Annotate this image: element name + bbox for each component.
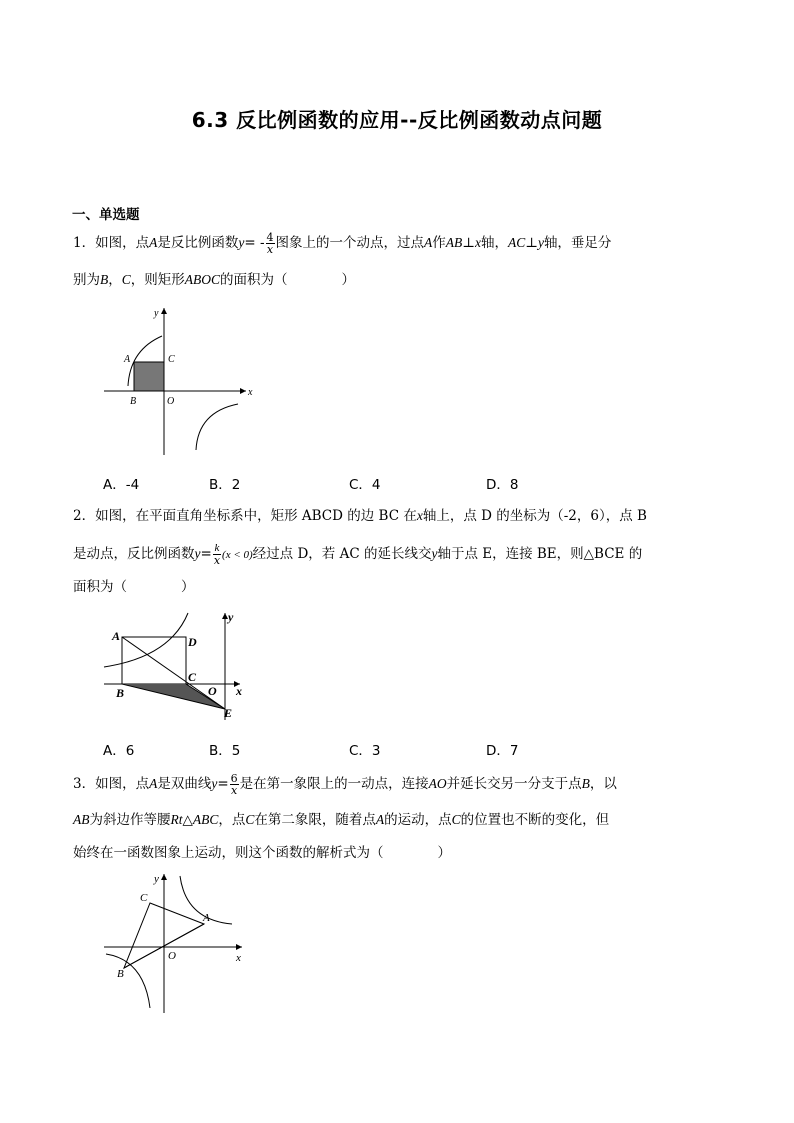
q3-fig-label-b: B	[117, 968, 124, 980]
q2-line-3	[73, 577, 195, 597]
q3-line-3	[73, 843, 451, 863]
q2-option-c[interactable]: C．3	[349, 743, 381, 759]
q1-fraction	[266, 232, 275, 255]
q1-line-1	[73, 232, 611, 255]
q1-option-d[interactable]: D．8	[486, 477, 519, 493]
q1-var: AB	[445, 235, 463, 250]
q1-fig-label-c: C	[168, 354, 175, 365]
section-heading: 一、单选题	[72, 207, 140, 223]
q2-eq: =	[200, 546, 212, 562]
q2-fig-label-y: y	[228, 610, 234, 624]
q3-var: Rt	[170, 812, 183, 827]
q1-text: 是反比例函数	[157, 235, 239, 251]
q1-text: 1．如图，点	[73, 235, 150, 251]
q2-option-b[interactable]: B．5	[209, 743, 241, 759]
q1-frac-num: 4	[266, 231, 274, 244]
q3-frac-num: 6	[230, 772, 238, 785]
q1-text: ，则矩形	[130, 272, 185, 288]
q1-fig-label-x: x	[248, 387, 253, 398]
q1-text: 的面积为（	[220, 272, 288, 288]
q3-text: 的运动，点	[384, 812, 452, 828]
q3-fraction	[230, 773, 239, 796]
q1-var: x	[474, 235, 481, 250]
q3-fig-label-y: y	[154, 873, 159, 885]
q2-fig-label-a: A	[112, 629, 121, 643]
q3-text: 是双曲线	[157, 776, 212, 792]
q2-fig-label-e: E	[224, 706, 233, 720]
q2-condition: (x < 0)	[222, 549, 253, 561]
q2-text: 轴于点 E，连接 BE，则△BCE 的	[437, 546, 643, 562]
q3-text: 在第二象限，随着点	[254, 812, 376, 828]
q1-text: 轴，	[480, 235, 508, 251]
q3-var: C	[451, 812, 461, 827]
q1-figure	[100, 300, 260, 460]
q3-var: A	[375, 812, 385, 827]
q2-frac-num: k	[214, 542, 220, 554]
q1-fig-label-o: O	[167, 396, 175, 407]
q1-text: ）	[341, 272, 356, 288]
q1-text: 图象上的一个动点，过点	[275, 235, 425, 251]
q2-text: 面积为（	[73, 579, 127, 595]
q3-var: AO	[428, 776, 447, 791]
q1-var: ABOC	[184, 272, 221, 287]
q1-fig-label-b: B	[130, 396, 137, 407]
q1-var: A	[424, 235, 433, 250]
q1-option-c[interactable]: C．4	[349, 477, 381, 493]
q3-fig-label-c: C	[140, 892, 148, 904]
q1-var: y	[238, 235, 245, 250]
q1-var: B	[100, 272, 109, 287]
q1-option-a[interactable]: A．-4	[103, 477, 140, 493]
q2-figure	[100, 605, 260, 725]
q2-fig-label-d: D	[188, 635, 197, 649]
q3-text: 的位置也不断的变化，但	[460, 812, 610, 828]
q2-line-1	[73, 506, 647, 526]
q3-text: 并延长交另一分支于点	[446, 776, 582, 792]
q2-fig-label-c: C	[188, 670, 197, 684]
q2-fig-label-x: x	[236, 684, 242, 698]
q3-var: A	[149, 776, 158, 791]
q1-eq: = -	[244, 235, 265, 251]
q3-text: ，以	[589, 776, 617, 792]
q3-fig-label-a: A	[203, 912, 210, 924]
q1-text: 轴，垂足分	[543, 235, 612, 251]
q2-text: 是动点，反比例函数	[73, 546, 195, 562]
q3-text: 为斜边作等腰	[89, 812, 171, 828]
q1-frac-den: x	[266, 243, 274, 256]
q3-text: △	[182, 812, 193, 828]
q2-fraction	[213, 543, 221, 566]
q1-fig-label-y: y	[154, 308, 159, 319]
q1-text: ⊥	[525, 235, 538, 251]
q3-line-1	[73, 773, 617, 796]
q2-option-a[interactable]: A．6	[103, 743, 135, 759]
q3-text: 始终在一函数图象上运动，则这个函数的解析式为（	[73, 845, 384, 861]
q3-text: 3．如图，点	[73, 776, 150, 792]
q3-line-2	[73, 810, 609, 830]
q3-fig-label-x: x	[236, 952, 241, 964]
q1-var: y	[537, 235, 544, 250]
q1-text: ，	[108, 272, 122, 288]
q3-text: 是在第一象限上的一动点，连接	[239, 776, 429, 792]
q3-figure	[100, 868, 260, 1018]
q2-var: y	[431, 546, 438, 561]
q3-var: B	[581, 776, 590, 791]
q2-text: 经过点 D，若 AC 的延长线交	[252, 546, 432, 562]
page-title: 6.3 反比例函数的应用--反比例函数动点问题	[191, 108, 603, 132]
q3-eq: =	[217, 776, 229, 792]
q3-var: C	[245, 812, 255, 827]
q1-line-2	[73, 270, 355, 290]
q3-fig-label-o: O	[168, 950, 176, 962]
q3-text: ）	[437, 845, 451, 861]
q2-line-2	[73, 543, 642, 566]
q1-option-b[interactable]: B．2	[209, 477, 241, 493]
q2-text: 轴上，点 D 的坐标为（-2，6），点 B	[422, 508, 647, 524]
q2-option-d[interactable]: D．7	[486, 743, 519, 759]
q2-var: y	[194, 546, 201, 561]
q3-var: y	[211, 776, 218, 791]
q1-var: A	[149, 235, 158, 250]
q2-fig-label-o: O	[208, 684, 217, 698]
q2-text: 2．如图，在平面直角坐标系中，矩形 ABCD 的边 BC 在	[73, 508, 417, 524]
q1-text: 作	[432, 235, 446, 251]
q1-fig-label-a: A	[124, 354, 131, 365]
q2-fig-label-b: B	[116, 686, 125, 700]
q3-text: ，点	[218, 812, 246, 828]
q3-frac-den: x	[231, 784, 238, 797]
q2-frac-den: x	[213, 554, 221, 567]
q1-text: ⊥	[462, 235, 475, 251]
q1-var: AC	[507, 235, 526, 250]
q1-text: 别为	[73, 272, 100, 288]
q1-var: C	[121, 272, 131, 287]
q3-var: AB	[73, 812, 90, 827]
q2-text: ）	[181, 579, 195, 595]
q2-var: x	[416, 508, 423, 523]
q3-var: ABC	[192, 812, 219, 827]
